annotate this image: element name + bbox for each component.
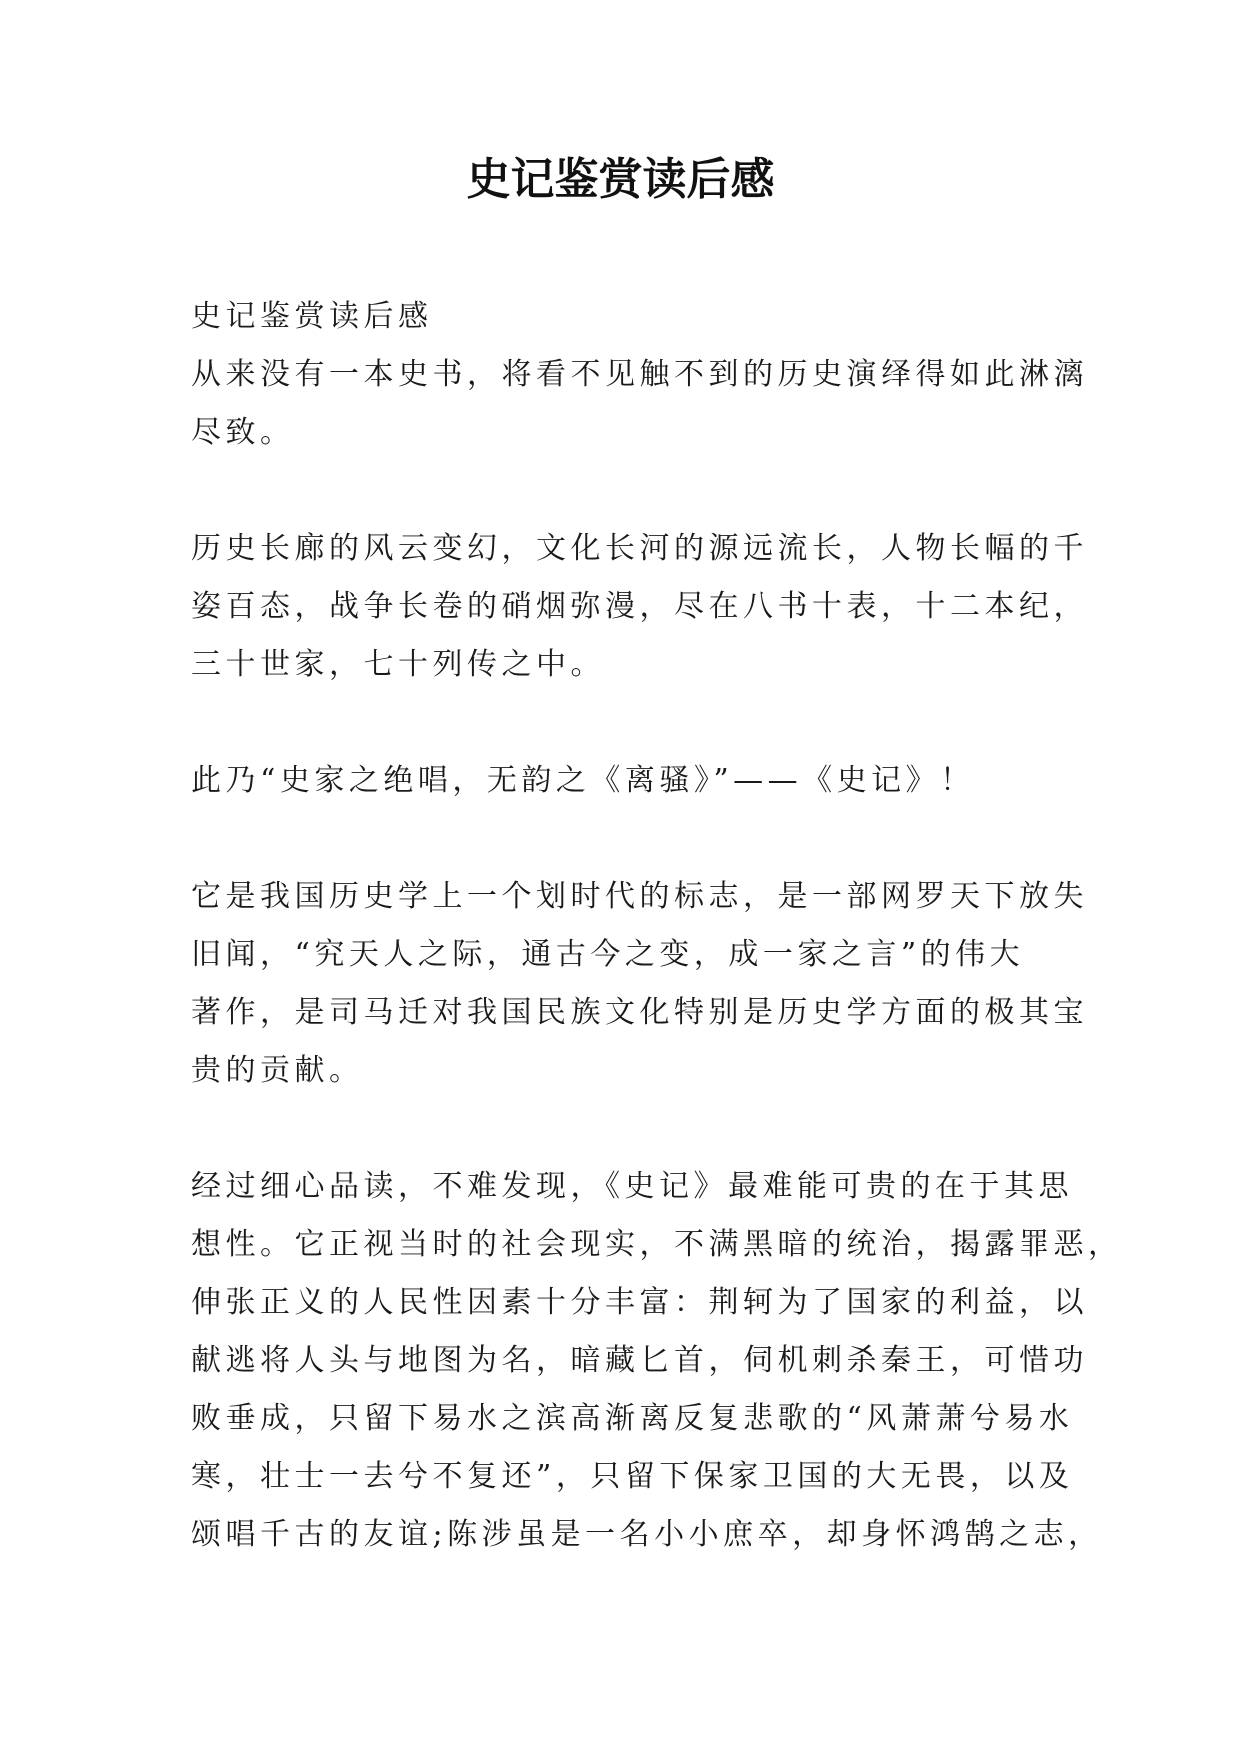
document-title: 史记鉴赏读后感 [466, 154, 775, 205]
text-line: 此乃“史家之绝唱，无韵之《离骚》”——《史记》！ [191, 763, 975, 798]
text-line: 献逃将人头与地图为名，暗藏匕首，伺机刺杀秦王，可惜功 [191, 1343, 1088, 1378]
text-line: 尽致。 [191, 415, 295, 450]
text-line: 伸张正义的人民性因素十分丰富：荆轲为了国家的利益，以 [191, 1285, 1088, 1320]
document-body [191, 288, 1123, 1564]
text-line: 贵的贡献。 [191, 1053, 364, 1088]
text-line: 从来没有一本史书，将看不见触不到的历史演绎得如此淋漓 [191, 357, 1088, 392]
paragraph-gap [191, 1100, 1061, 1158]
text-line: 史记鉴赏读后感 [191, 299, 433, 334]
text-line: 著作，是司马迁对我国民族文化特别是历史学方面的极其宝 [191, 995, 1088, 1030]
text-line: 历史长廊的风云变幻，文化长河的源远流长，人物长幅的千 [191, 531, 1088, 566]
text-line: 三十世家，七十列传之中。 [191, 647, 605, 682]
text-line: 旧闻，“究天人之际，通古今之变，成一家之言”的伟大 [191, 937, 1025, 972]
paragraph-gap [191, 694, 1061, 752]
text-line: 寒，壮士一去兮不复还”，只留下保家卫国的大无畏，以及 [191, 1459, 1074, 1494]
text-line: 想性。它正视当时的社会现实，不满黑暗的统治，揭露罪恶， [191, 1227, 1123, 1262]
paragraph-gap [191, 810, 1061, 868]
text-line: 它是我国历史学上一个划时代的标志，是一部网罗天下放失 [191, 879, 1088, 914]
text-line: 姿百态，战争长卷的硝烟弥漫，尽在八书十表，十二本纪， [191, 589, 1088, 624]
text-line: 经过细心品读，不难发现，《史记》最难能可贵的在于其思 [191, 1169, 1073, 1204]
paragraph-gap [191, 462, 1061, 520]
text-line: 颂唱千古的友谊;陈涉虽是一名小小庶卒，却身怀鸿鹄之志， [191, 1517, 1103, 1552]
text-line: 败垂成，只留下易水之滨高渐离反复悲歌的“风萧萧兮易水 [191, 1401, 1074, 1436]
